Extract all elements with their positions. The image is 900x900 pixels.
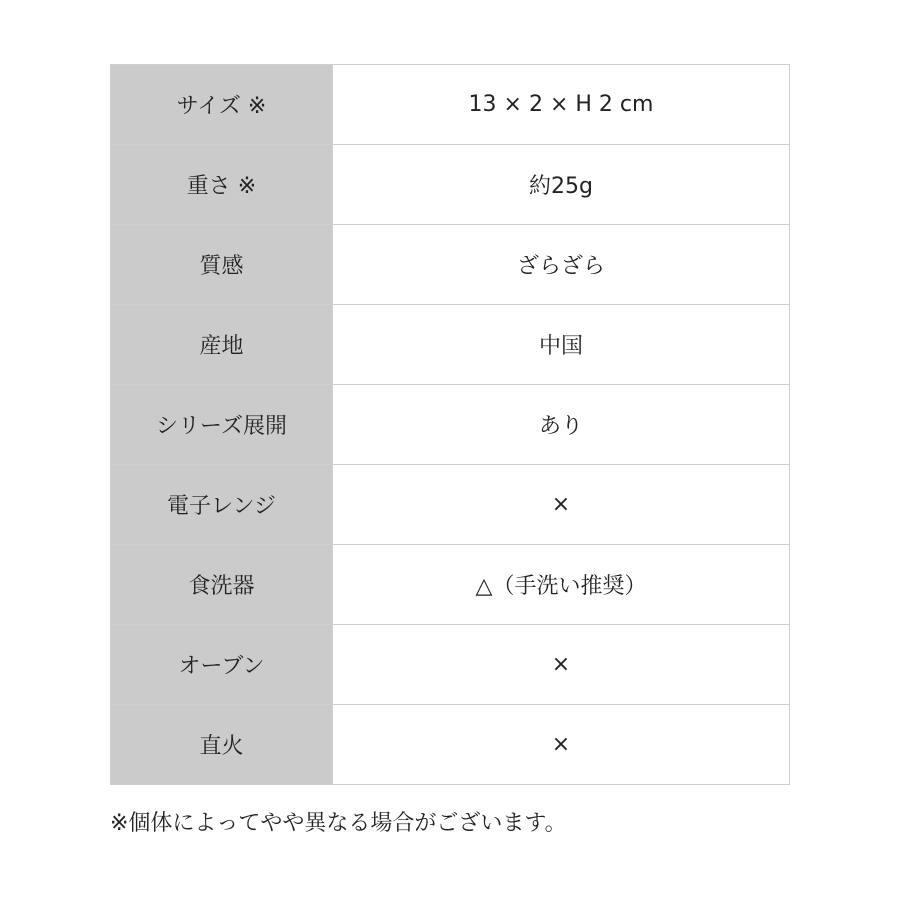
spec-label-size: サイズ ※ [111, 65, 333, 145]
spec-value-microwave: × [333, 465, 790, 545]
spec-label-texture: 質感 [111, 225, 333, 305]
spec-value-oven: × [333, 625, 790, 705]
table-row [111, 145, 790, 225]
table-row [111, 225, 790, 305]
spec-label-origin: 産地 [111, 305, 333, 385]
table-row [111, 465, 790, 545]
table-row [111, 625, 790, 705]
spec-value-weight: 約25g [333, 145, 790, 225]
spec-value-origin: 中国 [333, 305, 790, 385]
spec-value-series: あり [333, 385, 790, 465]
product-spec-table [110, 64, 790, 785]
spec-label-microwave: 電子レンジ [111, 465, 333, 545]
table-row [111, 545, 790, 625]
spec-value-size: 13 × 2 × H 2 cm [333, 65, 790, 145]
table-row [111, 305, 790, 385]
spec-value-direct-fire: × [333, 705, 790, 785]
footnote: ※個体によってやや異なる場合がございます。 [110, 811, 567, 836]
spec-value-texture: ざらざら [333, 225, 790, 305]
spec-label-dishwasher: 食洗器 [111, 545, 333, 625]
table-row [111, 65, 790, 145]
spec-label-weight: 重さ ※ [111, 145, 333, 225]
spec-value-dishwasher: △（手洗い推奨） [333, 545, 790, 625]
spec-label-oven: オーブン [111, 625, 333, 705]
table-row [111, 385, 790, 465]
spec-label-series: シリーズ展開 [111, 385, 333, 465]
table-row [111, 705, 790, 785]
spec-label-direct-fire: 直火 [111, 705, 333, 785]
